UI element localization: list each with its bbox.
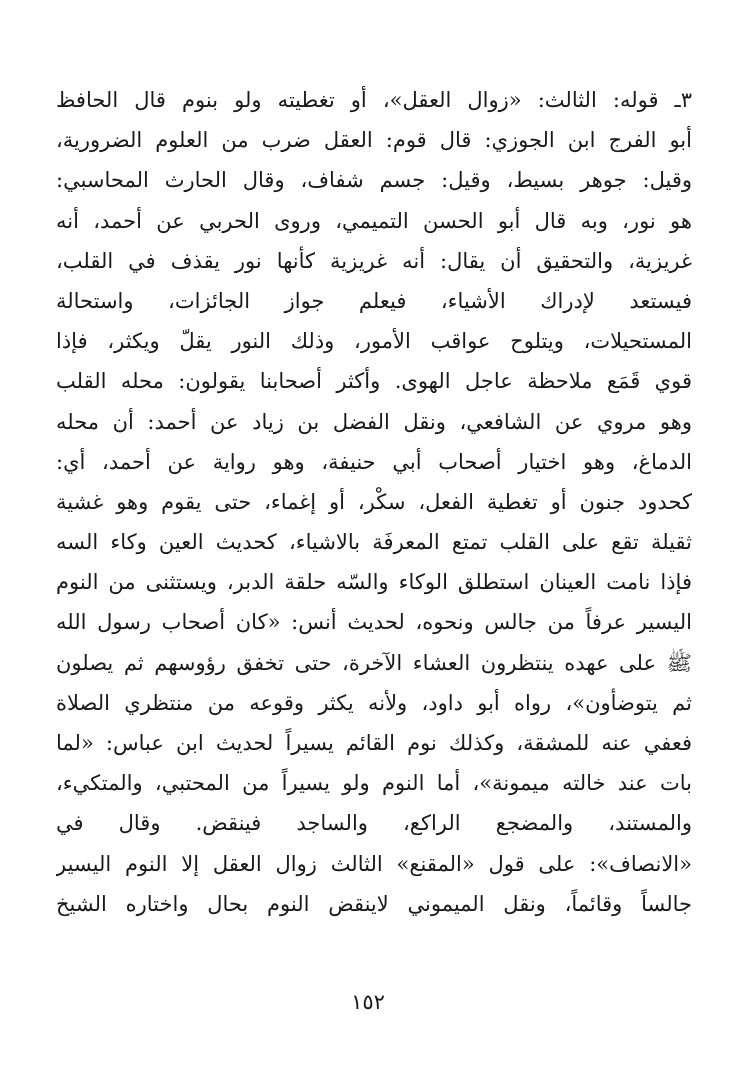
text-line: ثم يتوضأون»، رواه أبو داود، ولأنه يكثر وقوعه من منتظري الصلاة — [56, 690, 692, 715]
text-line: هو نور، وبه قال أبو الحسن التميمي، وروى الحربي عن أحمد، أنه — [56, 208, 692, 233]
text-line: ٣ـ قوله: الثالث: «زوال العقل»، أو تغطيته ولو بنوم قال الحافظ — [56, 88, 692, 112]
text-line: والمستند، والمضجع الراكع، والساجد فينقض. وقال في — [56, 811, 692, 836]
text-line: قوي قَمَع ملاحظة عاجل الهوى. وأكثر أصحابنا يقولون: محله القلب — [56, 369, 692, 394]
text-line: وقيل: جوهر بسيط، وقيل: جسم شفاف، وقال الحارث المحاسبي: — [56, 168, 692, 193]
text-line: الدماغ، وهو اختيار أصحاب أبي حنيفة، وهو رواية عن أحمد، أي: — [56, 449, 692, 474]
body-text — [56, 80, 692, 924]
text-line: غريزية، والتحقيق أن يقال: أنه غريزية كأنها نور يقذف في القلب، — [56, 248, 692, 273]
text-line: فإذا نامت العينان استطلق الوكاء والسّه حلقة الدبر، ويستثنى من النوم — [56, 570, 692, 595]
text-line: فيستعد لإدراك الأشياء، فيعلم جواز الجائزات، واستحالة — [56, 288, 692, 313]
text-line: أبو الفرج ابن الجوزي: قال قوم: العقل ضرب من العلوم الضرورية، — [56, 128, 692, 153]
text-line: بات عند خالته ميمونة»، أما النوم ولو يسيراً من المحتبي، والمتكيء، — [56, 771, 692, 796]
page-number: ١٥٢ — [351, 990, 385, 1014]
text-line: ﷺ على عهده ينتظرون العشاء الآخرة، حتى تخفق رؤوسهم ثم يصلون — [56, 650, 692, 675]
text-line: المستحيلات، ويتلوح عواقب الأمور، وذلك النور يقلّ ويكثر، فإذا — [56, 329, 692, 354]
text-line: كحدود جنون أو تغطية الفعل، سكْر، أو إغماء، حتى يقوم وهو غشية — [56, 489, 692, 514]
text-line: جالساً وقائماً، ونقل الميموني لاينقض النوم بحال واختاره الشيخ — [56, 891, 692, 916]
text-line: ثقيلة تقع على القلب تمتع المعرفَة بالاشياء، كحديث العين وكاء السه — [56, 530, 692, 555]
text-line: فعفي عنه للمشقة، وكذلك نوم القائم يسيراً لحديث ابن عباس: «لما — [56, 731, 692, 755]
text-line: وهو مروي عن الشافعي، ونقل الفضل بن زياد عن أحمد: أن محله — [56, 409, 692, 434]
text-line: اليسير عرفاً من جالس ونحوه، لحديث أنس: «كان أصحاب رسول الله — [56, 610, 692, 635]
text-line: «الانصاف»: على قول «المقنع» الثالث زوال العقل إلا النوم اليسير — [56, 851, 692, 876]
